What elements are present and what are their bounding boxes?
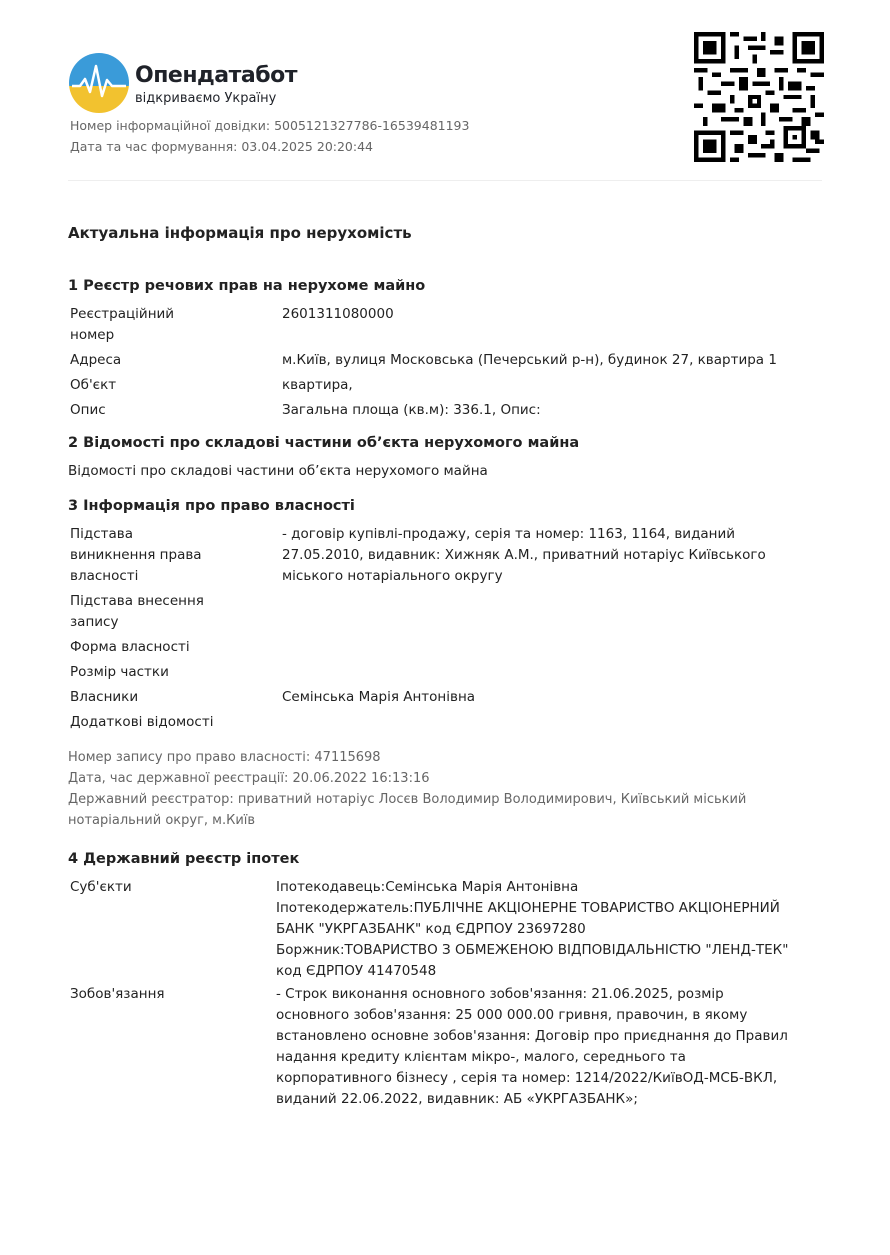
row-value-text: Іпотекодавець:Семінська Марія Антонівна Іпотекодержатель:ПУБЛІЧНЕ АКЦІОНЕРНЕ ТОВАРИСТВО АКЦІОНЕРНИЙ БАНК "УКРГАЗБАНК" код ЄДРПОУ 23697280 Боржник:ТОВАРИСТВО З ОБМЕЖЕНОЮ ВІДПОВІДАЛЬНІСТЮ "ЛЕНД-ТЕК" код ЄДРПОУ 41470548 — [276, 879, 789, 979]
row-label-text: Об'єкт — [70, 377, 117, 393]
row-value — [276, 877, 828, 982]
table-row — [68, 687, 828, 708]
table-row — [68, 400, 828, 421]
row-label — [68, 687, 282, 708]
report-datetime: Дата та час формування: 03.04.2025 20:20:44 — [70, 139, 374, 154]
header-divider — [68, 180, 822, 181]
table-row — [68, 591, 828, 633]
row-label — [68, 375, 282, 396]
row-label — [68, 304, 282, 346]
row-label-text: Підстава виникнення права власності — [70, 526, 202, 584]
row-value — [282, 687, 828, 708]
row-label — [68, 591, 282, 633]
document-body — [68, 224, 828, 1110]
row-label-text: Опис — [70, 402, 106, 418]
row-value — [282, 637, 828, 658]
row-value — [282, 350, 828, 371]
table-row — [68, 350, 828, 371]
brand-tagline: відкриваємо Україну — [135, 91, 277, 106]
row-value-text: 2601311080000 — [282, 306, 394, 322]
table-row — [68, 304, 828, 346]
row-value-text: Семінська Марія Антонівна — [282, 689, 476, 705]
row-label-text: Підстава внесення запису — [70, 593, 204, 630]
table-row — [68, 662, 828, 683]
row-label-text: Зобов'язання — [70, 986, 165, 1002]
table-row — [68, 524, 828, 587]
row-value — [282, 662, 828, 683]
row-label — [68, 637, 282, 658]
row-value-text: квартира, — [282, 377, 353, 393]
table-row — [68, 877, 828, 982]
row-label-text: Розмір частки — [70, 664, 169, 680]
row-label-text: Реєстраційний номер — [70, 306, 175, 343]
row-label — [68, 662, 282, 683]
row-label — [68, 350, 282, 371]
section4-table — [68, 877, 828, 1110]
section1-table — [68, 304, 828, 421]
document-title: Актуальна інформація про нерухомість — [68, 224, 412, 242]
section3-heading: 3 Інформація про право власності — [68, 498, 355, 514]
row-label — [68, 400, 282, 421]
row-label-text: Додаткові відомості — [70, 714, 214, 730]
table-row — [68, 712, 828, 733]
section3-table — [68, 524, 828, 733]
table-row — [68, 375, 828, 396]
row-value — [282, 400, 828, 421]
section2-heading: 2 Відомості про складові частини об’єкта нерухомого майна — [68, 435, 580, 451]
report-header — [68, 52, 828, 182]
row-value — [282, 524, 828, 587]
brand-name: Опендатабот — [135, 63, 297, 88]
row-label — [68, 984, 282, 1110]
row-value-text: - Строк виконання основного зобов'язання: 21.06.2025, розмір основного зобов'язання: 25 000 000.00 гривня, правочин, в якому встановлено основне зобов'язання: Договір про приєднання до Правил надання кредиту клієнтам мікро-, малого, середнього та корпоративного бізнесу , серія та номер: 1214/2022/КиївОД-МСБ-ВКЛ, виданий 22.06.2022, видавник: АБ «УКРГАЗБАНК»; — [276, 986, 788, 1107]
state-registrar: Державний реєстратор: приватний нотаріус Лосєв Володимир Володимирович, Київський міський нотаріальний округ, м.Київ — [68, 792, 747, 828]
table-row — [68, 984, 828, 1110]
row-value — [282, 712, 828, 733]
row-label-text: Адреса — [70, 352, 122, 368]
row-label — [68, 712, 282, 733]
row-value — [282, 304, 828, 346]
section4-heading: 4 Державний реєстр іпотек — [68, 851, 300, 867]
section2-text: Відомості про складові частини об’єкта нерухомого майна — [68, 463, 488, 479]
record-number: Номер запису про право власності: 47115698 — [68, 750, 381, 765]
row-value — [282, 375, 828, 396]
row-label — [68, 524, 282, 587]
row-value — [276, 984, 828, 1110]
report-number: Номер інформаційної довідки: 5005121327786-16539481193 — [70, 118, 470, 133]
row-value-text: - договір купівлі-продажу, серія та номер: 1163, 1164, виданий 27.05.2010, видавник: Хижняк А.М., приватний нотаріус Київського міського нотаріального округу — [282, 526, 766, 584]
row-label — [68, 877, 282, 982]
row-value — [282, 591, 828, 633]
registration-datetime: Дата, час державної реєстрації: 20.06.2022 16:13:16 — [68, 771, 430, 786]
row-value-text: м.Київ, вулиця Московська (Печерський р-н), будинок 27, квартира 1 — [282, 352, 777, 368]
section1-heading: 1 Реєстр речових прав на нерухоме майно — [68, 278, 426, 294]
opendatabot-logo-icon — [68, 52, 130, 114]
row-value-text: Загальна площа (кв.м): 336.1, Опис: — [282, 402, 541, 418]
row-label-text: Власники — [70, 689, 139, 705]
row-label-text: Форма власності — [70, 639, 190, 655]
row-label-text: Суб'єкти — [70, 879, 132, 895]
qr-code-icon — [694, 32, 824, 162]
table-row — [68, 637, 828, 658]
